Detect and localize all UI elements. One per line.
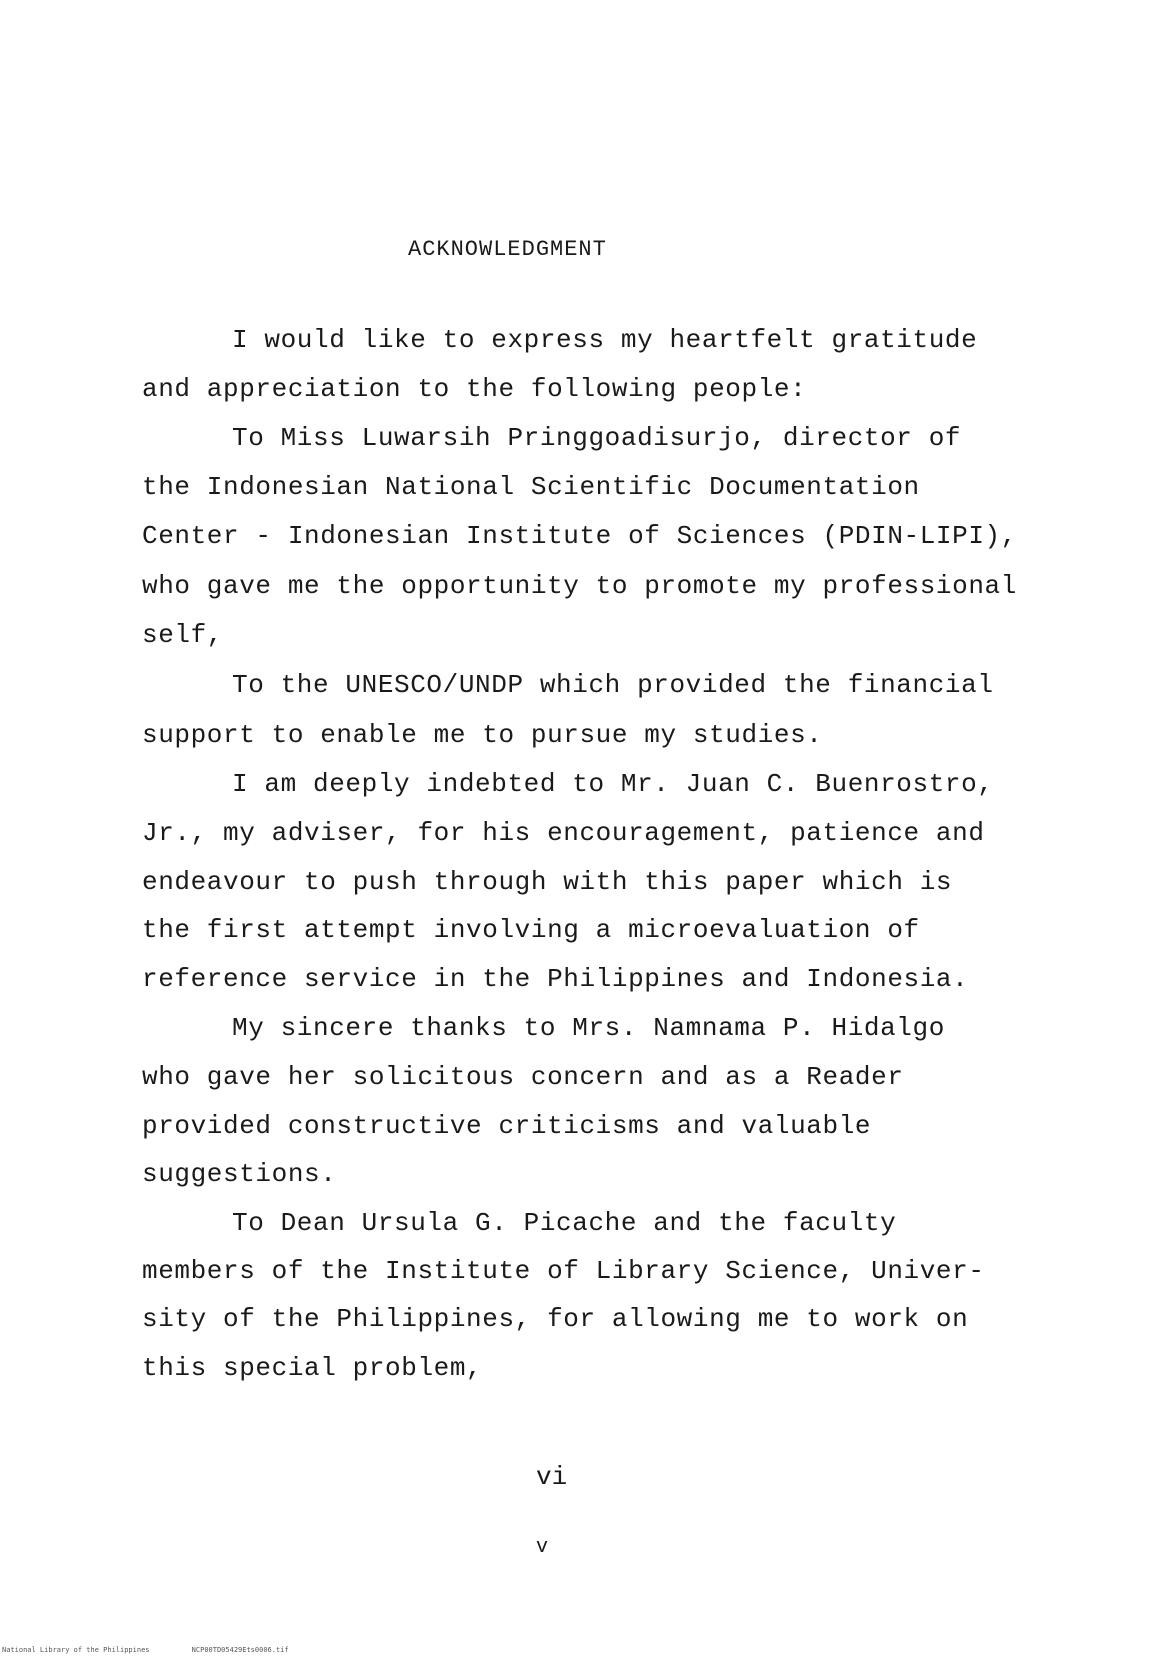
- text-line: the Indonesian National Scientific Documentation: [142, 472, 920, 502]
- text-line: who gave her solicitous concern and as a Reader: [142, 1062, 904, 1092]
- text-line: My sincere thanks to Mrs. Namnama P. Hidalgo: [232, 1013, 945, 1043]
- text-line: and appreciation to the following people:: [142, 374, 807, 404]
- text-line: suggestions.: [142, 1159, 337, 1189]
- text-line: endeavour to push through with this paper which is: [142, 867, 953, 897]
- text-line: Center - Indonesian Institute of Sciences (PDIN-LIPI),: [142, 521, 1017, 551]
- text-line: reference service in the Philippines and Indonesia.: [142, 964, 969, 994]
- text-line: support to enable me to pursue my studies.: [142, 720, 823, 750]
- text-line: members of the Institute of Library Science, Univer-: [142, 1256, 985, 1286]
- text-line: this special problem,: [142, 1353, 483, 1383]
- text-line: To Dean Ursula G. Picache and the faculty: [232, 1208, 897, 1238]
- text-line: provided constructive criticisms and valuable: [142, 1111, 872, 1141]
- scan-footer: [2, 1646, 289, 1654]
- text-line: I am deeply indebted to Mr. Juan C. Buenrostro,: [232, 769, 994, 799]
- text-line: To Miss Luwarsih Pringgoadisurjo, director of: [232, 423, 962, 453]
- page-number: vi: [536, 1462, 568, 1492]
- text-line: Jr., my adviser, for his encouragement, patience and: [142, 818, 985, 848]
- text-line: I would like to express my heartfelt gratitude: [232, 325, 978, 355]
- text-line: self,: [142, 620, 224, 650]
- text-line: sity of the Philippines, for allowing me to work on: [142, 1304, 969, 1334]
- footer-filename: NCP00TD05429Ets0006.tif: [191, 1646, 289, 1654]
- text-line: who gave me the opportunity to promote my professional: [142, 571, 1017, 601]
- page-title: ACKNOWLEDGMENT: [408, 237, 607, 262]
- footer-source: National Library of the Philippines: [2, 1646, 150, 1654]
- text-line: the first attempt involving a microevaluation of: [142, 915, 920, 945]
- text-line: To the UNESCO/UNDP which provided the financial: [232, 670, 994, 700]
- page-number-secondary: v: [536, 1536, 549, 1559]
